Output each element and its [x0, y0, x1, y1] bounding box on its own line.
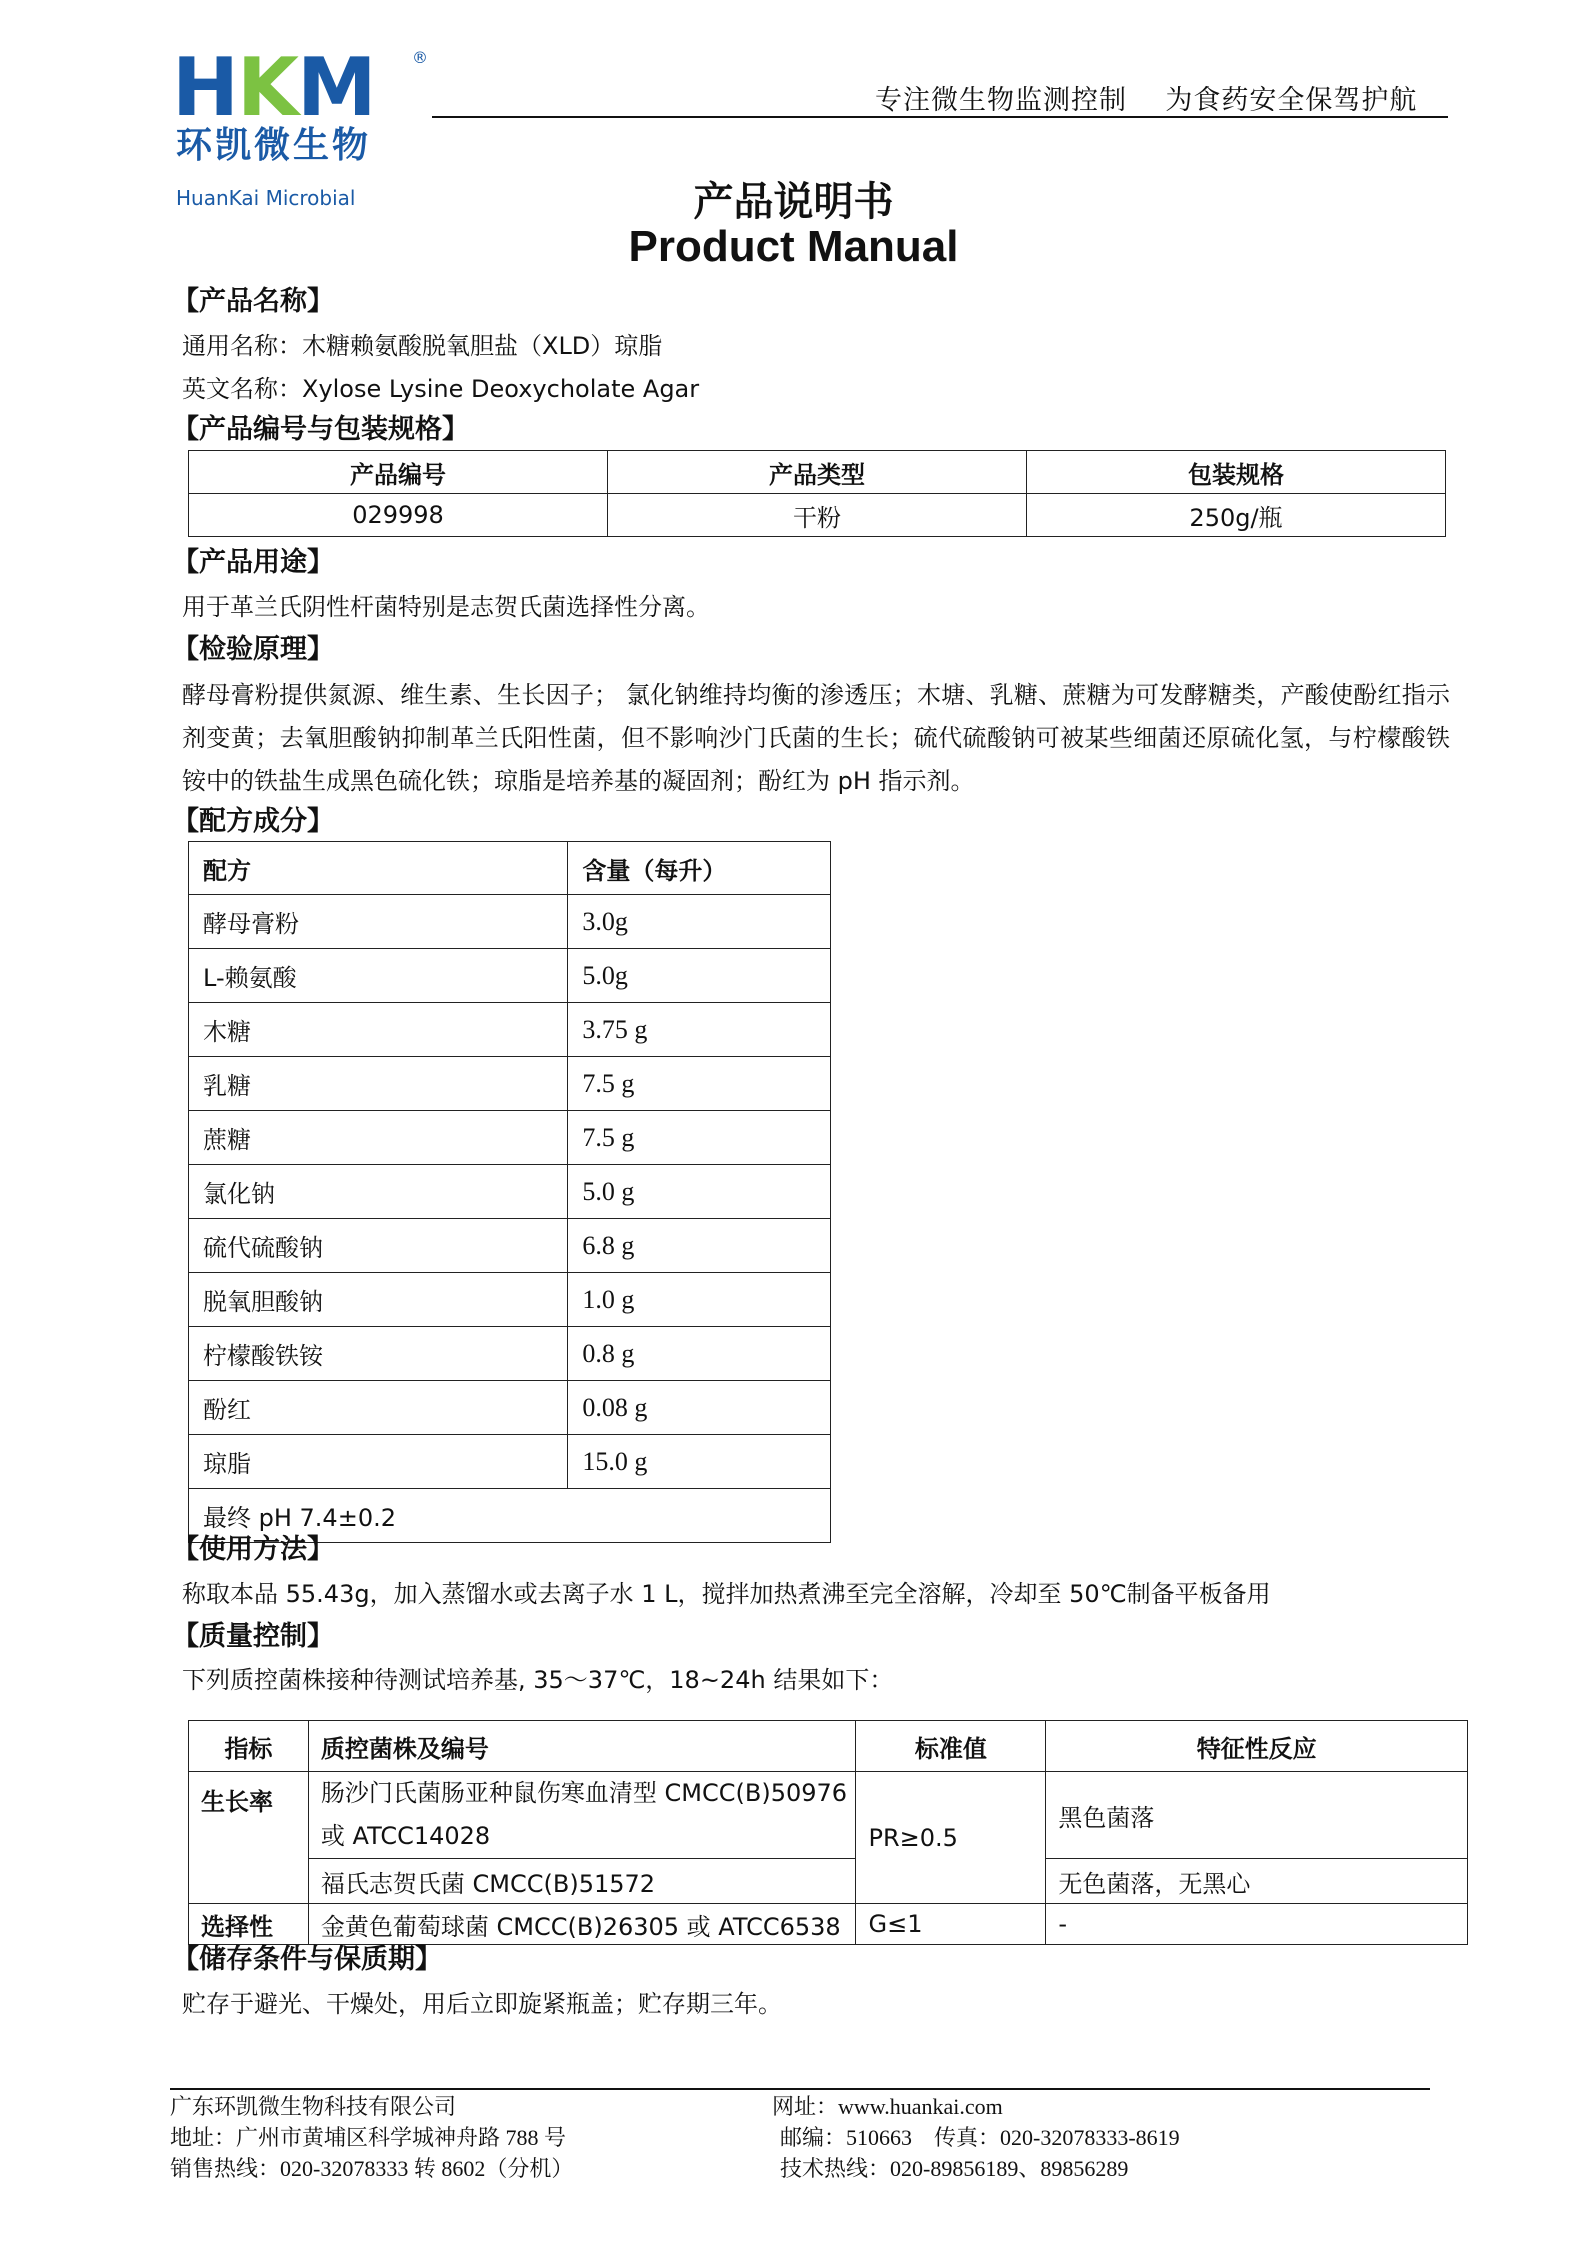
table-header-cell: 标准值 — [856, 1721, 1046, 1772]
ingredient: L-赖氨酸 — [189, 949, 568, 1003]
footer-address: 地址：广州市黄埔区科学城神舟路 788 号 — [170, 2125, 567, 2150]
strain-staphylococcus: 金黄色葡萄球菌 CMCC(B)26305 或 ATCC6538 — [308, 1904, 856, 1945]
table-header-cell: 产品类型 — [608, 451, 1027, 494]
amount: 6.8 g — [568, 1219, 831, 1273]
common-name: 通用名称：木糖赖氨酸脱氧胆盐（XLD）琼脂 — [182, 332, 663, 360]
ingredient: 蔗糖 — [189, 1111, 568, 1165]
ingredient: 乳糖 — [189, 1057, 568, 1111]
amount: 3.75 g — [568, 1003, 831, 1057]
use-text: 用于革兰氏阴性杆菌特别是志贺氏菌选择性分离。 — [182, 593, 710, 621]
table-row — [189, 494, 1446, 537]
footer-postal-fax: 邮编：510663 传真：020-32078333-8619 — [780, 2125, 1180, 2150]
amount: 0.08 g — [568, 1381, 831, 1435]
company-logo — [172, 41, 442, 210]
table-row — [189, 1273, 831, 1327]
strain-shigella: 福氏志贺氏菌 CMCC(B)51572 — [308, 1859, 856, 1904]
ingredient: 硫代硫酸钠 — [189, 1219, 568, 1273]
formula-table — [188, 841, 831, 1543]
footer-divider — [170, 2088, 1430, 2090]
table-row — [189, 1165, 831, 1219]
ingredient: 氯化钠 — [189, 1165, 568, 1219]
reaction-colorless-colony: 无色菌落，无黑心 — [1046, 1859, 1468, 1904]
table-header-cell: 产品编号 — [189, 451, 608, 494]
footer-website: 网址：www.huankai.com — [772, 2094, 1003, 2119]
footer-tech-hotline: 技术热线：020-89856189、89856289 — [780, 2156, 1129, 2181]
footer-sales-hotline: 销售热线：020-32078333 转 8602（分机） — [170, 2156, 574, 2181]
strain-salmonella — [308, 1772, 856, 1859]
table-header-cell: 质控菌株及编号 — [308, 1721, 856, 1772]
package-table — [188, 450, 1446, 537]
section-heading-product-name: 【产品名称】 — [172, 286, 334, 317]
section-heading-qc: 【质量控制】 — [172, 1621, 334, 1652]
table-header-cell: 包装规格 — [1027, 451, 1446, 494]
amount: 5.0 g — [568, 1165, 831, 1219]
logo-english-name: HuanKai Microbial — [176, 186, 356, 210]
title-chinese: 产品说明书 — [693, 179, 894, 225]
product-code: 029998 — [189, 494, 608, 537]
table-row — [189, 1381, 831, 1435]
qc-table — [188, 1720, 1468, 1945]
package-spec: 250g/瓶 — [1027, 494, 1446, 537]
table-row — [189, 1003, 831, 1057]
amount: 15.0 g — [568, 1435, 831, 1489]
ingredient: 琼脂 — [189, 1435, 568, 1489]
ingredient: 木糖 — [189, 1003, 568, 1057]
amount: 7.5 g — [568, 1057, 831, 1111]
storage-text: 贮存于避光、干燥处，用后立即旋紧瓶盖；贮存期三年。 — [182, 1990, 782, 2018]
section-heading-use: 【产品用途】 — [172, 547, 334, 578]
amount: 1.0 g — [568, 1273, 831, 1327]
amount: 0.8 g — [568, 1327, 831, 1381]
table-row — [189, 1859, 1468, 1904]
amount: 5.0g — [568, 949, 831, 1003]
table-header-row — [189, 842, 831, 895]
reaction-none: - — [1046, 1904, 1468, 1945]
title-english: Product Manual — [628, 222, 959, 271]
table-row — [189, 1111, 831, 1165]
table-header-row — [189, 1721, 1468, 1772]
indicator-selective: 选择性 — [189, 1904, 309, 1945]
section-heading-storage: 【储存条件与保质期】 — [172, 1944, 442, 1975]
header-slogan: 专注微生物监测控制 为食药安全保驾护航 — [875, 85, 1418, 116]
logo-chinese-name: 环凯微生物 — [176, 125, 372, 166]
table-row — [189, 1219, 831, 1273]
method-text: 称取本品 55.43g，加入蒸馏水或去离子水 1 L，搅拌加热煮沸至完全溶解，冷却至 50℃制备平板备用 — [182, 1580, 1271, 1608]
table-row — [189, 1057, 831, 1111]
ingredient: 脱氧胆酸钠 — [189, 1273, 568, 1327]
principle-text: 酵母膏粉提供氮源、维生素、生长因子； 氯化钠维持均衡的渗透压；木塘、乳糖、蔗糖为可发酵糖类，产酸使酚红指示剂变黄；去氧胆酸钠抑制革兰氏阳性菌，但不影响沙门氏菌的生长；硫代硫酸钠可被某些细菌还原硫化氢，与柠檬酸铁铵中的铁盐生成黑色硫化铁；琼脂是培养基的凝固剂；酚红为 pH 指示剂。 — [182, 681, 1450, 795]
registered-mark: ® — [412, 48, 428, 67]
logo-letter-m: M — [296, 41, 375, 134]
qc-intro: 下列质控菌株接种待测试培养基, 35～37℃，18~24h 结果如下： — [182, 1666, 894, 1694]
growth-standard: PR≥0.5 — [856, 1772, 1046, 1904]
table-header-cell: 指标 — [189, 1721, 309, 1772]
table-row — [189, 895, 831, 949]
table-header-row — [189, 451, 1446, 494]
final-ph: 最终 pH 7.4±0.2 — [189, 1489, 831, 1543]
table-row — [189, 1435, 831, 1489]
section-heading-package: 【产品编号与包装规格】 — [172, 414, 469, 445]
logo-letter-k: K — [236, 41, 297, 134]
english-name: 英文名称：Xylose Lysine Deoxycholate Agar — [182, 375, 700, 403]
table-header-cell: 含量（每升） — [568, 842, 831, 895]
header-divider — [432, 116, 1448, 118]
section-heading-principle: 【检验原理】 — [172, 634, 334, 665]
footer-company: 广东环凯微生物科技有限公司 — [170, 2094, 457, 2119]
section-heading-formula: 【配方成分】 — [172, 806, 334, 837]
ingredient: 柠檬酸铁铵 — [189, 1327, 568, 1381]
table-row — [189, 1327, 831, 1381]
logo-letter-h: H — [172, 41, 237, 134]
product-type: 干粉 — [608, 494, 1027, 537]
table-header-cell: 配方 — [189, 842, 568, 895]
amount: 3.0g — [568, 895, 831, 949]
table-row — [189, 1772, 1468, 1859]
section-heading-method: 【使用方法】 — [172, 1534, 334, 1565]
strain-line: 或 ATCC14028 — [320, 1822, 491, 1850]
amount: 7.5 g — [568, 1111, 831, 1165]
indicator-growth: 生长率 — [189, 1772, 309, 1904]
ingredient: 酚红 — [189, 1381, 568, 1435]
table-row — [189, 949, 831, 1003]
selective-standard: G≤1 — [856, 1904, 1046, 1945]
ingredient: 酵母膏粉 — [189, 895, 568, 949]
table-header-cell: 特征性反应 — [1046, 1721, 1468, 1772]
table-row — [189, 1904, 1468, 1945]
logo-mark — [172, 41, 375, 134]
reaction-black-colony: 黑色菌落 — [1046, 1772, 1468, 1859]
strain-line: 肠沙门氏菌肠亚种鼠伤寒血清型 CMCC(B)50976 — [320, 1779, 848, 1807]
